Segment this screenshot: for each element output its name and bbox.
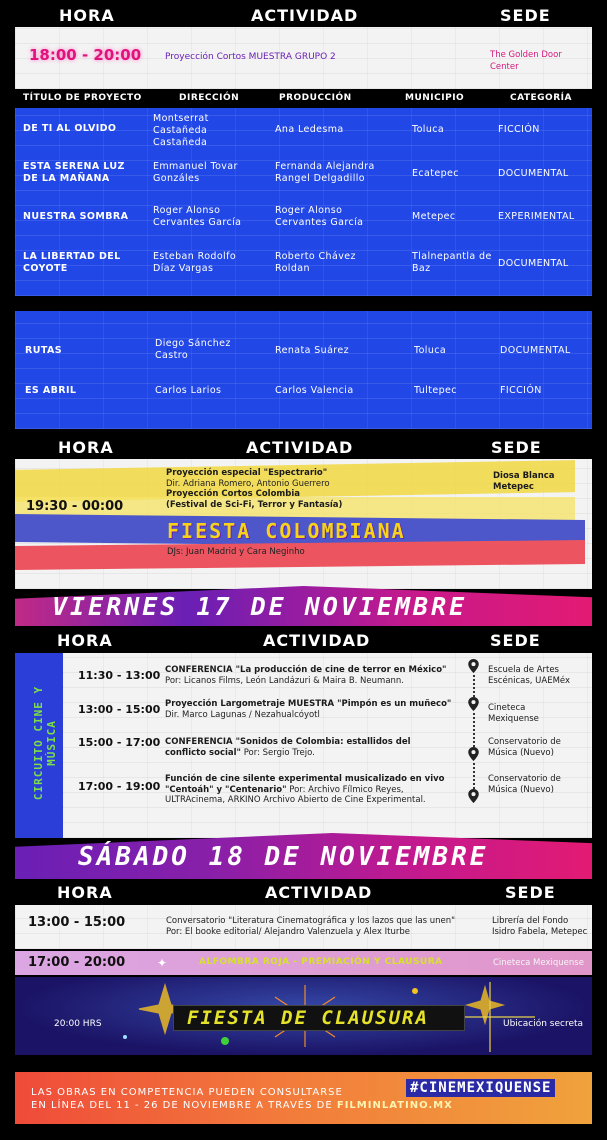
event-time: 11:30 - 13:00 [78,669,161,682]
event-title: Conversatorio "Literatura Cinematográfica y los lazos que las unen" [166,916,456,926]
footer-banner [15,1072,592,1124]
project-director: Emmanuel Tovar Gonzáles [153,161,238,184]
colombia-block [15,459,592,589]
projects-table-continued [15,311,592,429]
project-producer: Fernanda Alejandra Rangel Delgadillo [275,161,375,184]
timeline-dots [473,763,475,789]
session-activity: Proyección Cortos MUESTRA GRUPO 2 [165,52,336,62]
footer-line: LAS OBRAS EN COMPETENCIA PUEDEN CONSULTARSE [31,1087,343,1098]
event-time: 20:00 HRS [54,1019,102,1029]
saturday-title: SÁBADO 18 DE NOVIEMBRE [78,842,489,872]
projects-table [15,108,592,296]
project-director: Esteban Rodolfo Díaz Vargas [153,251,237,274]
event-title: Función de cine silente experimental musicalizado en vivo "Centoáh" y "Centenario" [165,774,445,795]
project-municipality: Tlalnepantla de Baz [412,251,492,274]
project-title: DE TI AL OLVIDO [23,123,117,134]
timeline-dots [473,713,475,747]
project-producer: Roger Alonso Cervantes García [275,205,364,228]
project-title: RUTAS [25,345,62,356]
event-detail [165,737,435,758]
event-venue: Escuela de Artes Escénicas, UAEMéx [488,665,571,686]
project-category: DOCUMENTAL [498,168,569,179]
location-pin-icon [468,697,479,711]
header-sede: SEDE [491,438,542,457]
schedule-header [15,438,592,458]
friday-schedule [15,653,592,838]
location-pin-icon [468,747,479,761]
project-title: LA LIBERTAD DEL COYOTE [23,251,121,274]
project-producer: Renata Suárez [275,345,350,356]
event-venue: Conservatorio de Música (Nuevo) [488,774,561,795]
timeline-dots [473,675,475,697]
closing-party [15,977,592,1055]
project-producer: Roberto Chávez Roldan [275,251,356,274]
project-producer: Carlos Valencia [275,385,354,396]
location-pin-icon [468,789,479,803]
col-categoria: CATEGORÍA [510,93,572,103]
event-venue: Cineteca Mexiquense [493,958,584,968]
project-producer: Ana Ledesma [275,124,344,135]
djs-label: DJs: Juan Madrid y Cara Neginho [167,547,305,557]
header-actividad: ACTIVIDAD [251,6,359,25]
project-director: Diego Sánchez Castro [155,338,231,361]
saturday-event-red-carpet [15,951,592,975]
event-time: 15:00 - 17:00 [78,736,161,749]
col-produccion: PRODUCCIÓN [279,93,352,103]
activity-title: Proyección Cortos Colombia [166,489,301,499]
sparkle-icon: ✦ [157,956,168,970]
colombia-venue: Diosa Blanca Metepec [493,471,555,492]
hashtag: #CINEMEXIQUENSE [406,1079,555,1097]
event-credit: Dir. Marco Lagunas / Nezahualcóyotl [165,709,320,720]
col-titulo: TÍTULO DE PROYECTO [23,93,142,103]
event-credit: Por: Archivo Fílmico Reyes, ULTRAcinema, ARKINO Archivo Abierto de Cine Experimental. [165,784,426,805]
header-hora: HORA [57,883,113,902]
circuito-label: CIRCUITO CINE Y MÚSICA [32,685,58,801]
project-title: NUESTRA SOMBRA [23,211,129,222]
session-venue: The Golden Door Center [490,50,562,72]
header-sede: SEDE [500,6,551,25]
event-venue: Cineteca Mexiquense [488,703,539,724]
header-actividad: ACTIVIDAD [263,631,371,650]
event-time: 13:00 - 15:00 [28,915,126,930]
event-title: FIESTA DE CLAUSURA [187,1007,429,1029]
activity-title: Proyección especial "Espectrario" [166,468,328,478]
footer-line: EN LÍNEA DEL 11 - 26 DE NOVIEMBRE A TRAVÉS DE [31,1100,333,1111]
project-category: DOCUMENTAL [498,258,569,269]
friday-title: VIERNES 17 DE NOVIEMBRE [52,592,468,621]
activity-subtitle: (Festival de Sci-Fi, Terror y Fantasía) [166,499,343,510]
header-actividad: ACTIVIDAD [265,883,373,902]
schedule-header [15,631,592,651]
project-title: ES ABRIL [25,385,77,396]
project-municipality: Toluca [412,124,445,135]
colombia-activity [166,468,466,510]
project-director: Roger Alonso Cervantes García [153,205,242,228]
website-link[interactable]: FILMINLATINO.MX [336,1100,453,1111]
header-hora: HORA [58,438,114,457]
project-director: Montserrat Castañeda Castañeda [153,113,209,148]
header-actividad: ACTIVIDAD [246,438,354,457]
event-time: 13:00 - 15:00 [78,703,161,716]
project-director: Carlos Larios [155,385,222,396]
project-municipality: Toluca [414,345,447,356]
event-title: Proyección Largometraje MUESTRA "Pimpón es un muñeco" [165,699,452,709]
project-municipality: Metepec [412,211,456,222]
location-pin-icon [468,659,479,673]
session-block [15,27,592,89]
event-detail [165,699,465,720]
header-hora: HORA [59,6,115,25]
project-category: EXPERIMENTAL [498,211,575,222]
activity-director: Dir. Adriana Romero, Antonio Guerrero [166,478,330,489]
event-credit: Por: Licanos Films, León Landázuri & Maira B. Neumann. [165,675,405,686]
event-time: 17:00 - 19:00 [78,780,161,793]
col-municipio: MUNICIPIO [405,93,465,103]
header-hora: HORA [57,631,113,650]
event-venue: Conservatorio de Música (Nuevo) [488,737,561,758]
event-credit: Por: El booke editorial/ Alejandro Valenzuela y Alex Iturbe [166,926,410,937]
event-venue: Librería del Fondo Isidro Fabela, Metepec [492,916,588,937]
table-header [15,90,592,107]
event-title: CONFERENCIA "Sonidos de Colombia: estallidos del conflicto social" [165,737,411,758]
event-title: CONFERENCIA "La producción de cine de terror en México" [165,665,447,675]
fiesta-colombiana-title: FIESTA COLOMBIANA [167,519,406,543]
header-sede: SEDE [490,631,541,650]
schedule-header [15,6,592,26]
event-detail [165,665,465,686]
schedule-header [15,883,592,903]
colombia-time: 19:30 - 00:00 [26,499,124,514]
project-category: FICCIÓN [500,385,542,396]
project-municipality: Ecatepec [412,168,459,179]
header-sede: SEDE [505,883,556,902]
saturday-event [15,905,592,949]
session-time: 18:00 - 20:00 [29,46,142,64]
event-venue: Ubicación secreta [503,1019,584,1029]
project-category: DOCUMENTAL [500,345,571,356]
event-detail [165,774,465,806]
project-title: ESTA SERENA LUZ DE LA MAÑANA [23,161,125,184]
project-municipality: Tultepec [414,385,457,396]
project-category: FICCIÓN [498,124,540,135]
event-detail [166,916,476,937]
footer-text [31,1086,453,1112]
event-title: ALFOMBRA ROJA - PREMIACIÓN Y CLAUSURA [199,957,443,967]
event-credit: Por: Sergio Trejo. [243,747,315,758]
event-time: 17:00 - 20:00 [28,955,126,970]
col-direccion: DIRECCIÓN [179,93,240,103]
